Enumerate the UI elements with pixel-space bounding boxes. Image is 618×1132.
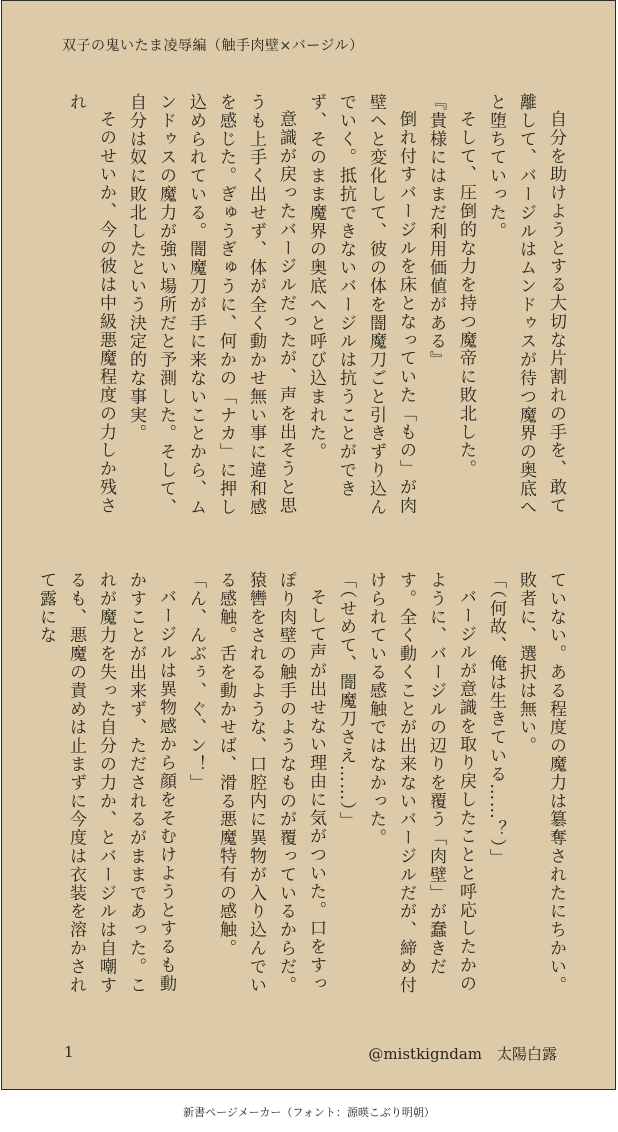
paragraph: ていない。ある程度の魔力は簒奪されたにちかい。敗者に、選択は無い。 xyxy=(516,571,566,995)
paragraph: 意識が戻ったバージルだったが、声を出そうと思うも上手く出せず、体が全く動かせ無い事に違和感を感じた。ぎゅうぎゅうに、何かの「ナカ」に押し込められている。闇魔刀が手に来ないことから、ムンドゥスの魔力が強い場所だと予測した。そして、自分は奴に敗北したという決定的な事実。 xyxy=(126,93,296,517)
paragraph: そして、圧倒的な力を持つ魔帝に敗北した。 xyxy=(456,110,476,478)
paragraph: 自分を助けようとする大切な片割れの手を、敢て離して、バージルはムンドゥスが待つ魔界の奥底へと堕ちていった。 xyxy=(486,93,566,517)
paragraph: 倒れ付すバージルを床となっていた「もの」が肉壁へと変化して、彼の体を闇魔刀ごと引きずり込んでいく。抵抗できないバージルは抗うことができず、そのまま魔界の奥底へと呼び込まれた。 xyxy=(306,93,416,517)
page-number: 1 xyxy=(64,1043,74,1061)
generator-caption: 新書ページメーカー（フォント：源暎こぶり明朝） xyxy=(183,1106,435,1119)
page-title: 双子の鬼いたま凌辱編（触手肉壁×バージル） xyxy=(62,38,364,54)
paragraph: 『貴様にはまだ利用価値がある』 xyxy=(426,93,446,369)
paragraph: 「（せめて、闇魔刀さえ……）」 xyxy=(336,571,356,830)
paragraph: バージルは異物感から顔をそむけようとするも動かすことが出来ず、ただされるがままであった。これが魔力を失った自分の力か、とバージルは自嘲するも、悪魔の責めは止まずに今度は衣装を溶かされて露にな xyxy=(36,571,176,995)
paragraph: そのせいか、今の彼は中級悪魔程度の力しか残され xyxy=(66,93,116,515)
book-page xyxy=(1,0,616,1090)
author-credit: @mistkigndam 太陽白露 xyxy=(368,1045,557,1063)
text-block-upper xyxy=(51,93,571,533)
text-block-lower xyxy=(36,571,571,1011)
paragraph: 「（何故、俺は生きている……？）」 xyxy=(486,571,506,867)
paragraph: バージルが意識を取り戻したことと呼応したかのように、バージルの辺りを覆う「肉壁」が蠢きだす。全く動くことが出来ないバージルだが、締め付けられている感触ではなかった。 xyxy=(366,571,476,995)
paragraph: 「ん、んぶぅ、ぐ、ン！」 xyxy=(186,571,206,792)
paragraph: そして声が出せない理由に気がついた。口をすっぽり肉壁の触手のようなものが覆っているからだ。猿轡をされるような、口腔内に異物が入り込んでいる感触。舌を動かせば、滑る悪魔特有の感触。 xyxy=(216,571,326,995)
